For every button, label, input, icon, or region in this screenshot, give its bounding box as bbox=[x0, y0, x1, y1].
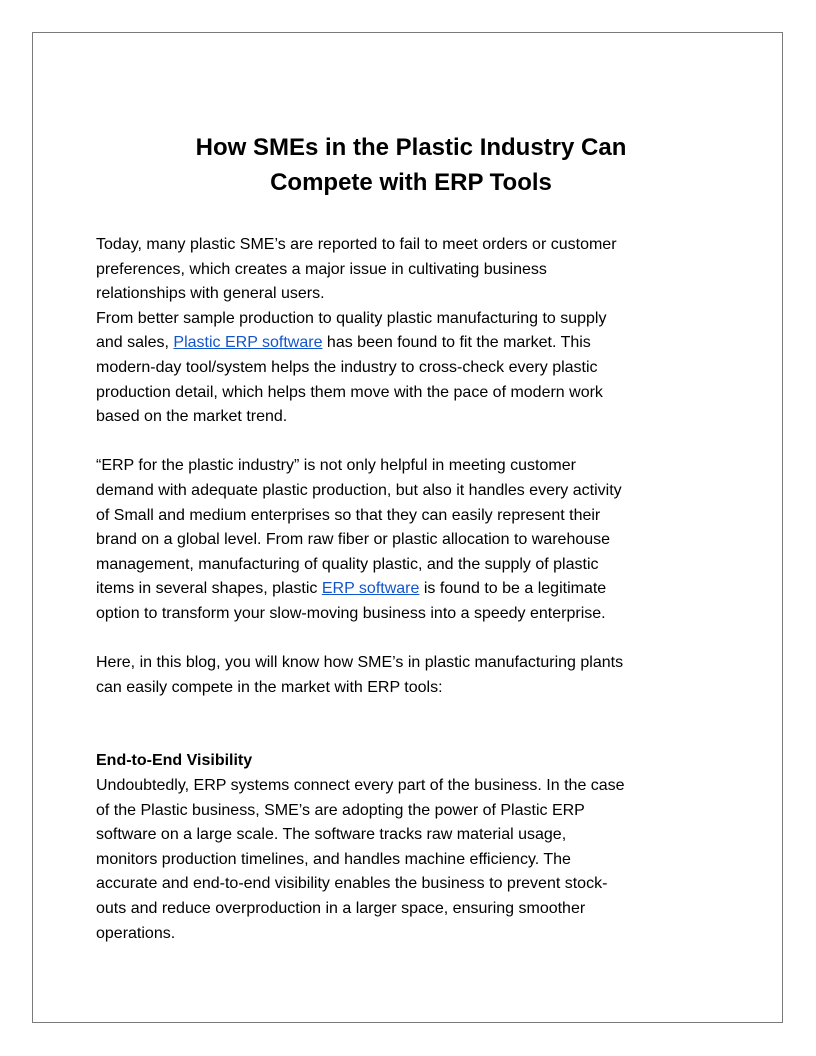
text-line: can easily compete in the market with ERP tools: bbox=[96, 678, 443, 696]
text-line bbox=[96, 577, 726, 602]
text-line: based on the market trend. bbox=[96, 408, 288, 426]
text-fragment: items in several shapes, plastic bbox=[96, 580, 322, 598]
text-line: “ERP for the plastic industry” is not only helpful in meeting customer bbox=[96, 457, 576, 475]
erp-plastic-industry-paragraph bbox=[96, 454, 726, 626]
text-fragment: has been found to fit the market. This bbox=[322, 334, 591, 352]
plastic-erp-software-link[interactable]: Plastic ERP software bbox=[173, 334, 323, 352]
text-line: option to transform your slow-moving business into a speedy enterprise. bbox=[96, 604, 606, 622]
text-line: accurate and end-to-end visibility enables the business to prevent stock- bbox=[96, 875, 608, 893]
text-line: of Small and medium enterprises so that they can easily represent their bbox=[96, 506, 601, 524]
text-fragment: and sales, bbox=[96, 334, 174, 352]
text-line: of the Plastic business, SME’s are adopting the power of Plastic ERP bbox=[96, 801, 585, 819]
text-line: Here, in this blog, you will know how SME’s in plastic manufacturing plants bbox=[96, 654, 624, 672]
text-line: From better sample production to quality plastic manufacturing to supply bbox=[96, 309, 607, 327]
text-line: production detail, which helps them move with the pace of modern work bbox=[96, 383, 603, 401]
section-heading-end-to-end-visibility: End-to-End Visibility bbox=[96, 752, 253, 770]
title-line-1: How SMEs in the Plastic Industry Can bbox=[195, 134, 627, 161]
page-title bbox=[96, 130, 726, 200]
text-line: demand with adequate plastic production, but also it handles every activity bbox=[96, 481, 622, 499]
text-line: modern-day tool/system helps the industry to cross-check every plastic bbox=[96, 358, 598, 376]
paragraph-spacer bbox=[96, 430, 726, 455]
title-line-2: Compete with ERP Tools bbox=[270, 169, 552, 196]
text-line: software on a large scale. The software tracks raw material usage, bbox=[96, 826, 567, 844]
section-spacer bbox=[96, 700, 726, 749]
text-line: operations. bbox=[96, 924, 176, 942]
end-to-end-visibility-paragraph bbox=[96, 774, 726, 946]
paragraph-spacer bbox=[96, 627, 726, 652]
text-line bbox=[96, 331, 726, 356]
text-line: monitors production timelines, and handles machine efficiency. The bbox=[96, 850, 571, 868]
text-fragment: is found to be a legitimate bbox=[419, 580, 607, 598]
text-line: brand on a global level. From raw fiber or plastic allocation to warehouse bbox=[96, 531, 611, 549]
text-line: outs and reduce overproduction in a larger space, ensuring smoother bbox=[96, 900, 586, 918]
blog-intro-paragraph bbox=[96, 651, 726, 700]
text-line: Undoubtedly, ERP systems connect every part of the business. In the case bbox=[96, 777, 625, 795]
erp-fit-paragraph bbox=[96, 307, 726, 430]
text-line: Today, many plastic SME’s are reported to fail to meet orders or customer bbox=[96, 236, 617, 253]
text-line: preferences, which creates a major issue in cultivating business bbox=[96, 260, 547, 278]
document-body bbox=[96, 130, 726, 946]
text-line: management, manufacturing of quality plastic, and the supply of plastic bbox=[96, 555, 599, 573]
intro-paragraph bbox=[96, 233, 726, 307]
text-line: relationships with general users. bbox=[96, 285, 325, 303]
erp-software-link[interactable]: ERP software bbox=[321, 580, 420, 598]
